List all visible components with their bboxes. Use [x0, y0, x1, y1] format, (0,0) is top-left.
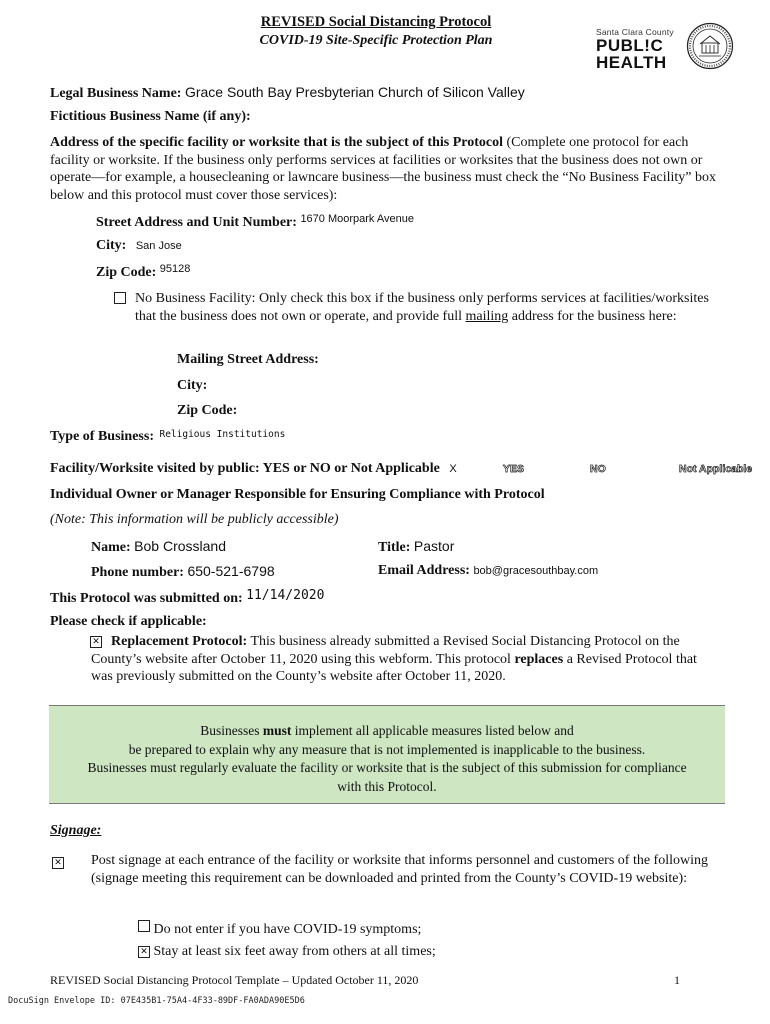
street-row: [96, 213, 414, 231]
no-facility-text-1: No Business Facility: Only check this box if the business only performs services at facilities/worksites that the business does not own or operate, and provide full: [135, 291, 709, 324]
city-label: City:: [96, 238, 127, 253]
no-facility-checkbox[interactable]: [114, 292, 126, 310]
logo-health-text: HEALTH: [596, 53, 667, 72]
notice-line-2: be prepared to explain why any measure that is not implemented is inapplicable to the business.: [128, 741, 646, 757]
no-facility-text: [135, 290, 725, 325]
business-type-row: [50, 429, 285, 445]
street-value[interactable]: 1670 Moorpark Avenue: [300, 213, 414, 225]
submitted-date[interactable]: 11/14/2020: [246, 588, 325, 603]
replacement-check-mark[interactable]: ✕: [90, 636, 102, 648]
signage-item-distance-checkbox[interactable]: ✕: [138, 946, 150, 958]
visited-row: [50, 461, 765, 477]
no-facility-mailing-link: mailing: [465, 308, 509, 324]
signage-item-distance-text: Stay at least six feet away from others at all times;: [153, 944, 436, 959]
owner-phone-row: [91, 563, 275, 581]
signage-main-check-mark[interactable]: ✕: [52, 857, 64, 869]
replacement-text-2: a Revised Protocol that was previously submitted on the County’s website after October 11, 2020.: [91, 651, 697, 684]
signage-item-symptoms-checkbox[interactable]: [138, 920, 150, 932]
owner-title-value[interactable]: Pastor: [413, 538, 455, 554]
owner-email-value[interactable]: bob@gracesouthbay.com: [473, 565, 599, 577]
replacement-label: Replacement Protocol:: [111, 634, 248, 649]
no-facility-box[interactable]: [114, 292, 126, 304]
owner-email-row: [378, 563, 598, 579]
visited-na-option[interactable]: Not Applicable: [679, 463, 753, 475]
city-row: [96, 238, 182, 254]
visited-no-option[interactable]: NO: [590, 463, 606, 475]
county-seal-icon: [686, 22, 734, 70]
notice-line-1: Businesses must implement all applicable measures listed below and: [200, 723, 574, 738]
signage-item-symptoms-text: Do not enter if you have COVID-19 symptoms;: [153, 922, 422, 937]
legal-name-label: Legal Business Name:: [50, 86, 182, 101]
legal-name-value[interactable]: Grace South Bay Presbyterian Church of Silicon Valley: [184, 84, 525, 100]
logo-public-text: PUBL!C: [596, 36, 664, 55]
signage-main-text: Post signage at each entrance of the facility or worksite that informs personnel and customers of the following (signage meeting this requirement can be downloaded and printed from the County’s COVID-19 website):: [91, 853, 708, 886]
notice-line-4: with this Protocol.: [337, 778, 437, 794]
replacement-text: [91, 633, 716, 686]
signage-main-checkbox[interactable]: [52, 855, 64, 871]
owner-title-label: Title:: [378, 540, 411, 555]
visited-mark[interactable]: X: [449, 463, 457, 475]
owner-heading: Individual Owner or Manager Responsible for Ensuring Compliance with Protocol: [50, 487, 545, 502]
owner-name-value[interactable]: Bob Crossland: [134, 538, 226, 554]
signage-item-symptoms: [138, 920, 421, 938]
business-type-value[interactable]: Religious Institutions: [159, 429, 286, 440]
address-label: Address of the specific facility or worksite that is the subject of this Protocol: [50, 135, 503, 150]
owner-phone-value[interactable]: 650-521-6798: [187, 563, 275, 579]
fictitious-name-label: Fictitious Business Name (if any):: [50, 109, 251, 124]
owner-note: (Note: This information will be publicly accessible): [50, 512, 339, 527]
document-title: REVISED Social Distancing Protocol: [260, 14, 492, 30]
street-label: Street Address and Unit Number:: [96, 215, 297, 230]
no-facility-text-2: address for the business here:: [508, 308, 677, 324]
public-health-logo: [596, 27, 676, 71]
owner-title-row: [378, 538, 454, 556]
signage-heading: Signage:: [50, 823, 102, 838]
owner-phone-label: Phone number:: [91, 565, 184, 580]
signage-item-distance: [138, 944, 436, 960]
owner-name-row: [91, 538, 226, 556]
page-number: 1: [674, 973, 680, 987]
replacement-replaces: replaces: [514, 651, 564, 667]
business-type-label: Type of Business:: [50, 429, 154, 444]
legal-name-row: [50, 84, 525, 102]
owner-email-label: Email Address:: [378, 563, 470, 578]
address-instructions: [50, 134, 722, 204]
city-value[interactable]: San Jose: [135, 240, 182, 252]
mailing-city-label: City:: [177, 378, 208, 393]
mailing-zip-label: Zip Code:: [177, 403, 238, 418]
zip-label: Zip Code:: [96, 265, 157, 280]
visited-label: Facility/Worksite visited by public: YES or NO or Not Applicable: [50, 461, 440, 476]
check-if-applicable-heading: Please check if applicable:: [50, 614, 207, 629]
footer-text: REVISED Social Distancing Protocol Template – Updated October 11, 2020: [50, 973, 419, 987]
zip-value[interactable]: 95128: [159, 263, 191, 275]
submitted-row: [50, 588, 324, 604]
notice-line-3: Businesses must regularly evaluate the facility or worksite that is the subject of this submission for compliance: [87, 760, 687, 775]
submitted-label: This Protocol was submitted on:: [50, 591, 243, 606]
logo-county-text: Santa Clara County: [596, 27, 674, 37]
address-instructions-text: (Complete one protocol for each facility or worksite. If the business only performs services at facilities or worksites that the business does not own or operate—for example, a housecleaning or lawncare business—the business must check the “No Business Facility” box below and this protocol must cover those services):: [50, 135, 716, 203]
document-subtitle: COVID-19 Site-Specific Protection Plan: [259, 33, 493, 48]
owner-name-label: Name:: [91, 540, 131, 555]
compliance-notice: [49, 705, 725, 804]
mailing-street-label: Mailing Street Address:: [177, 352, 319, 367]
zip-row: [96, 263, 190, 281]
docusign-envelope-id: DocuSign Envelope ID: 07E435B1-75A4-4F33-89DF-FA0ADA90E5D6: [8, 996, 305, 1006]
visited-yes-option[interactable]: YES: [503, 463, 525, 475]
replacement-text-1: This business already submitted a Revised Social Distancing Protocol on the County’s website after October 11, 2020 using this webform. This protocol: [91, 634, 680, 667]
